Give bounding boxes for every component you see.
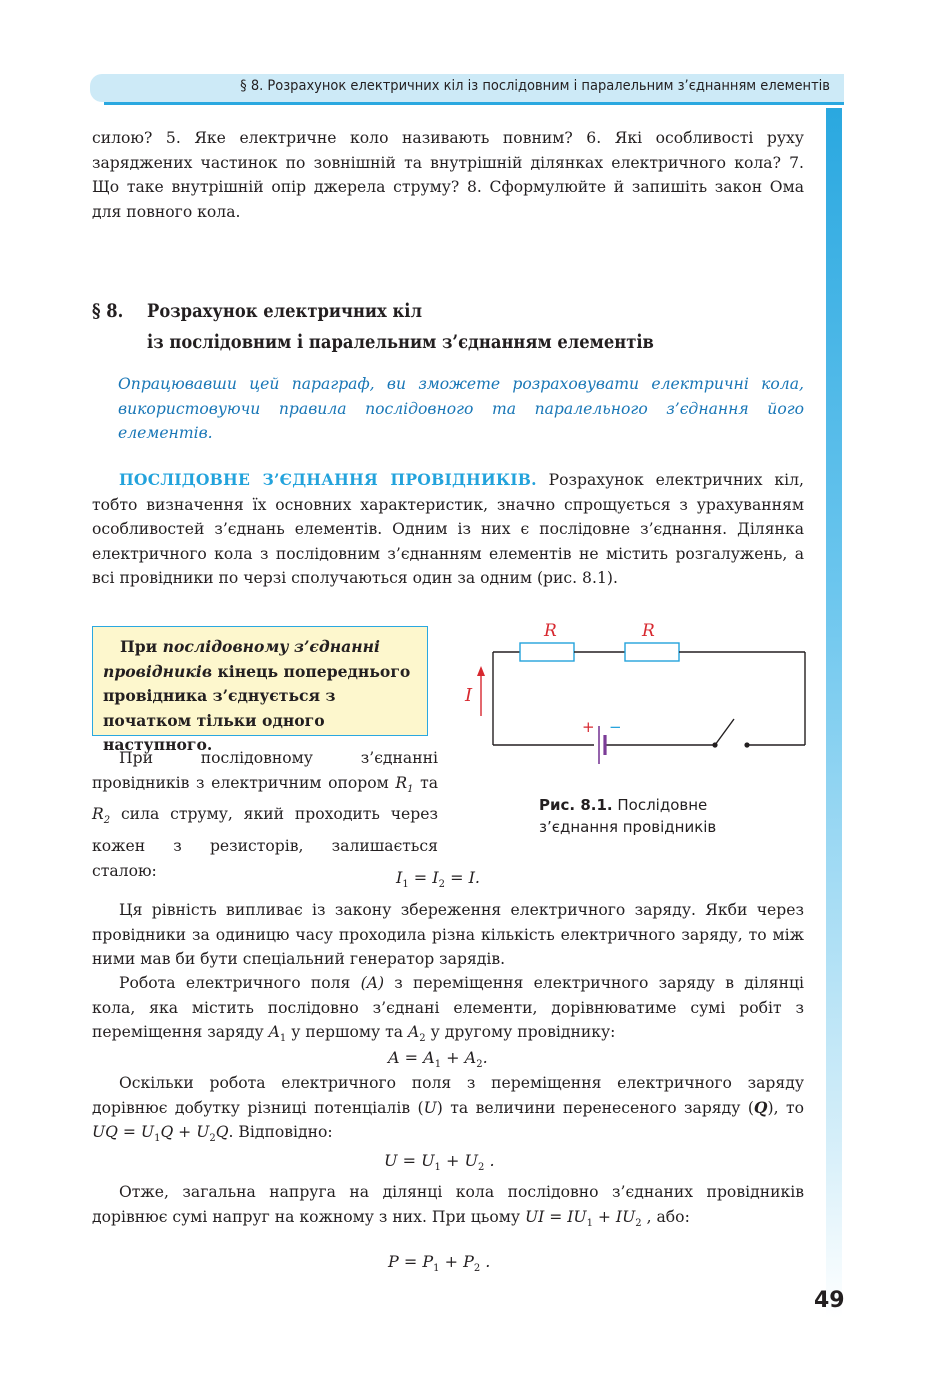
- total-eq-1: UI = IU: [524, 1207, 587, 1226]
- f4-a: P = P: [388, 1252, 434, 1271]
- voltage-eq-1: UQ = U: [92, 1123, 155, 1142]
- total-text-1: Отже, загальна напруга на ділянці кола послідовно з’єднаних провідників дорівнює сумі напруг на кожному з них. При цьому: [92, 1183, 804, 1226]
- switch-contact-right: [744, 742, 749, 747]
- current-text-2: та: [413, 773, 438, 792]
- total-eq-sub1: 1: [586, 1217, 593, 1229]
- f2-a-sub: 1: [434, 1059, 442, 1071]
- formula-current-equality: [396, 868, 480, 890]
- definition-text-2: кінець попереднього провідника з’єднується з початком тільки одного наступного.: [103, 661, 411, 755]
- resistor-1: [520, 643, 574, 661]
- f3-a: U = U: [384, 1151, 435, 1170]
- f2-b-sub: 2: [476, 1059, 483, 1071]
- voltage-eq-sub2: 2: [209, 1133, 216, 1145]
- figure-caption-number: Рис. 8.1.: [539, 796, 613, 814]
- figure-caption-line2: з’єднання провідників: [539, 818, 717, 836]
- label-r2: R: [642, 621, 655, 641]
- work-text-3: у першому та: [286, 1023, 408, 1042]
- work-text-4: у другому провіднику:: [425, 1023, 616, 1042]
- f3-c: .: [484, 1151, 495, 1170]
- switch-blade: [715, 719, 734, 745]
- symbol-a1-sub: 1: [279, 1033, 287, 1045]
- symbol-r2: R: [92, 805, 104, 824]
- f1-b: = I: [408, 868, 439, 887]
- definition-text-1: При: [120, 637, 163, 656]
- resistor-2: [625, 643, 679, 661]
- label-current: I: [465, 685, 473, 706]
- voltage-text-2: ) та величини перенесеного заряду (: [436, 1098, 754, 1117]
- section-title-line2: із послідовним і паралельним з’єднанням елементів: [147, 331, 654, 353]
- voltage-text-3: ), то: [767, 1098, 804, 1117]
- voltage-paragraph: [92, 1071, 804, 1152]
- symbol-q: Q: [753, 1097, 768, 1117]
- voltage-text-4: . Відповідно:: [228, 1123, 333, 1142]
- section-title: [92, 296, 654, 358]
- series-text: Розрахунок електричних кіл, тобто визначення їх основних характеристик, значно спрощується з урахуванням особливостей з’єднань елементів. Одним із них є послідовне з’єднання. Ділянка електричного кола з послідовним з’єднанням елементів не містить розгалужень, а всі провідники по черзі сполучаються один за одним (рис. 8.1).: [92, 471, 804, 588]
- f4-a-sub: 1: [433, 1263, 440, 1275]
- page-side-accent-bar: [826, 108, 842, 1318]
- definition-box: [92, 626, 428, 755]
- label-minus: −: [609, 718, 622, 736]
- formula-work-sum: [388, 1048, 488, 1070]
- switch-contact-left: [712, 742, 717, 747]
- section-title-line1: Розрахунок електричних кіл: [147, 300, 422, 322]
- symbol-r1-sub: 1: [407, 783, 414, 795]
- symbol-r2-sub: 2: [103, 815, 111, 827]
- formula-voltage-sum: [384, 1151, 495, 1173]
- series-circuit-diagram: [462, 618, 812, 768]
- current-text-3: сила струму, який проходить через кожен з резисторів, залишається сталою:: [92, 805, 438, 880]
- total-voltage-paragraph: [92, 1180, 804, 1236]
- page-number: 49: [814, 1288, 845, 1313]
- current-paragraph: [92, 746, 438, 883]
- total-eq-sub2: 2: [635, 1217, 642, 1229]
- f4-b-sub: 2: [473, 1263, 481, 1275]
- running-header: [90, 74, 844, 102]
- current-text-1: При послідовному з’єднанні провідників з електричним опором: [92, 749, 438, 792]
- label-r1: R: [544, 621, 557, 641]
- work-paragraph: [92, 971, 804, 1052]
- series-heading: ПОСЛІДОВНЕ З’ЄДНАННЯ ПРОВІДНИКІВ.: [119, 470, 537, 489]
- symbol-r1: R: [395, 773, 408, 792]
- voltage-text-1: Оскільки робота електричного поля з переміщення електричного заряду дорівнює добутку різниці потенціалів (: [92, 1074, 804, 1117]
- figure-caption: [539, 794, 716, 838]
- questions-continuation: силою? 5. Яке електричне коло називають повним? 6. Які особливості руху заряджених частинок по зовнішній та внутрішній ділянках електричного кола? 7. Що таке внутрішній опір джерела струму? 8. Сформулюйте й запишіть закон Ома для повного кола.: [92, 129, 804, 221]
- definition-term: послідовному з’єднанні провідників: [103, 637, 380, 681]
- running-header-text: § 8. Розрахунок електричних кіл із послідовним і паралельним з’єднанням елементів: [240, 78, 830, 94]
- f1-a: I: [396, 868, 403, 887]
- total-eq-2: + IU: [592, 1207, 636, 1226]
- total-text-2: , або:: [641, 1207, 690, 1226]
- figure-caption-line1: Послідовне: [612, 796, 708, 814]
- work-text-2: з переміщення електричного заряду в ділянці кола, яка містить послідовно з’єднані елементи, дорівнюватиме сумі робіт з переміщення заряду: [92, 974, 804, 1042]
- voltage-eq-3: Q: [215, 1123, 229, 1142]
- formula-power-sum: [388, 1252, 490, 1274]
- symbol-u: U: [423, 1098, 437, 1117]
- f3-b: + U: [440, 1151, 478, 1170]
- f1-c: = I.: [444, 868, 480, 887]
- symbol-a2-sub: 2: [419, 1033, 426, 1045]
- f2-c: .: [482, 1048, 488, 1067]
- section-intro: Опрацювавши цей параграф, ви зможете розраховувати електричні кола, використовуючи правила послідовного та паралельного з’єднання його елементів.: [118, 375, 804, 443]
- f3-a-sub: 1: [434, 1162, 441, 1174]
- current-arrow-head: [477, 666, 485, 676]
- voltage-eq-sub1: 1: [154, 1133, 161, 1145]
- f1-a-sub: 1: [402, 879, 409, 891]
- label-plus: +: [582, 718, 595, 736]
- f4-b: + P: [439, 1252, 474, 1271]
- f4-c: .: [480, 1252, 491, 1271]
- f1-b-sub: 2: [438, 879, 445, 891]
- voltage-eq-2: Q + U: [160, 1123, 210, 1142]
- conservation-paragraph: Ця рівність випливає із закону збереження електричного заряду. Якби через провідники за одиницю часу проходила різна кількість електричного заряду, то між ними мав би бути спеціальний генератор зарядів.: [92, 901, 804, 969]
- symbol-a: (A): [360, 974, 385, 992]
- f2-b: + A: [441, 1048, 477, 1067]
- section-number: § 8.: [92, 300, 124, 322]
- series-connection-paragraph: [92, 468, 804, 591]
- work-text-1: Робота електричного поля: [119, 974, 361, 992]
- f3-b-sub: 2: [477, 1162, 485, 1174]
- symbol-a2: A: [408, 1023, 420, 1042]
- symbol-a1: A: [268, 1023, 280, 1042]
- f2-a: A = A: [388, 1048, 435, 1067]
